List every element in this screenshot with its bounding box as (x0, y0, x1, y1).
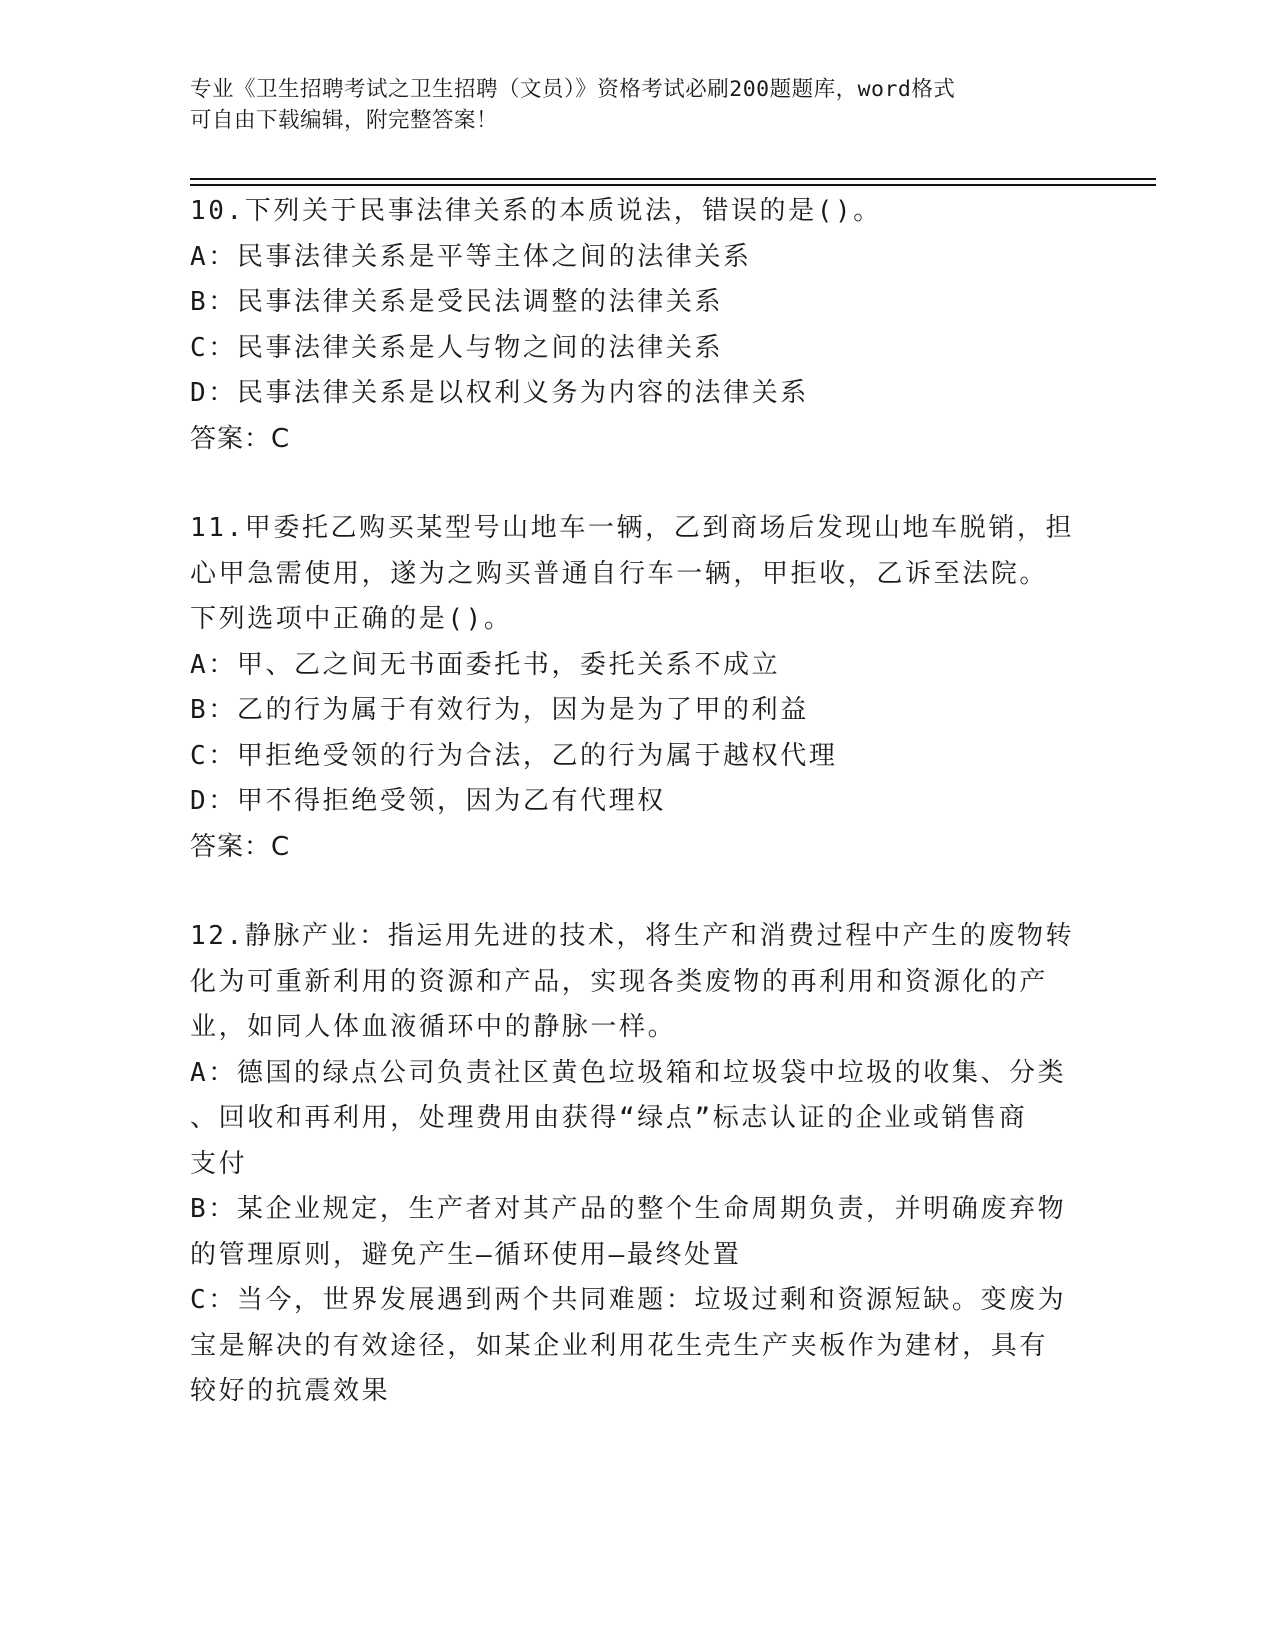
answer-line: 答案：C (190, 831, 291, 862)
option-c: C：甲拒绝受领的行为合法，乙的行为属于越权代理 (190, 740, 838, 771)
question-10 (190, 189, 1090, 462)
option-b: B：乙的行为属于有效行为，因为是为了甲的利益 (190, 695, 809, 725)
header-divider-top (190, 178, 1156, 180)
option-c-line: 宝是解决的有效途径，如某企业利用花生壳生产夹板作为建材，具有 (190, 1330, 1049, 1361)
header-line-1: 专业《卫生招聘考试之卫生招聘（文员）》资格考试必刷200题题库，word格式 (190, 77, 956, 102)
question-stem-line: 12.静脉产业：指运用先进的技术，将生产和消费过程中产生的废物转 (190, 921, 1075, 951)
question-stem-line: 下列选项中正确的是()。 (190, 604, 513, 634)
option-d: D：甲不得拒绝受领，因为乙有代理权 (190, 786, 666, 816)
document-header (190, 74, 1090, 136)
option-b-line: B：某企业规定，生产者对其产品的整个生命周期负责，并明确废弃物 (190, 1194, 1067, 1224)
question-stem-line: 业，如同人体血液循环中的静脉一样。 (190, 1012, 677, 1042)
option-a: A：民事法律关系是平等主体之间的法律关系 (190, 241, 752, 272)
option-c: C：民事法律关系是人与物之间的法律关系 (190, 332, 724, 363)
answer-line: 答案：C (190, 423, 291, 454)
option-c-line: 较好的抗震效果 (190, 1376, 391, 1406)
option-a: A：甲、乙之间无书面委托书，委托关系不成立 (190, 649, 781, 680)
option-a-line: 、回收和再利用，处理费用由获得“绿点”标志认证的企业或销售商 (190, 1103, 1028, 1133)
option-a-line: 支付 (190, 1148, 248, 1179)
option-d: D：民事法律关系是以权利义务为内容的法律关系 (190, 378, 809, 408)
question-stem-line: 心甲急需使用，遂为之购买普通自行车一辆，甲拒收，乙诉至法院。 (190, 558, 1049, 589)
option-b: B：民事法律关系是受民法调整的法律关系 (190, 287, 724, 317)
option-a-line: A：德国的绿点公司负责社区黄色垃圾箱和垃圾袋中垃圾的收集、分类 (190, 1057, 1067, 1088)
option-c-line: C：当今，世界发展遇到两个共同难题：垃圾过剩和资源短缺。变废为 (190, 1285, 1067, 1315)
question-stem-line: 11.甲委托乙购买某型号山地车一辆，乙到商场后发现山地车脱销，担 (190, 513, 1075, 543)
question-11 (190, 506, 1090, 870)
question-stem-line: 10.下列关于民事法律关系的本质说法，错误的是()。 (190, 196, 882, 226)
question-12 (190, 914, 1090, 1415)
option-b-line: 的管理原则，避免产生—循环使用—最终处置 (190, 1239, 742, 1270)
header-line-2: 可自由下载编辑，附完整答案！ (190, 108, 499, 133)
question-stem-line: 化为可重新利用的资源和产品，实现各类废物的再利用和资源化的产 (190, 966, 1049, 997)
header-divider-bottom (190, 184, 1156, 186)
